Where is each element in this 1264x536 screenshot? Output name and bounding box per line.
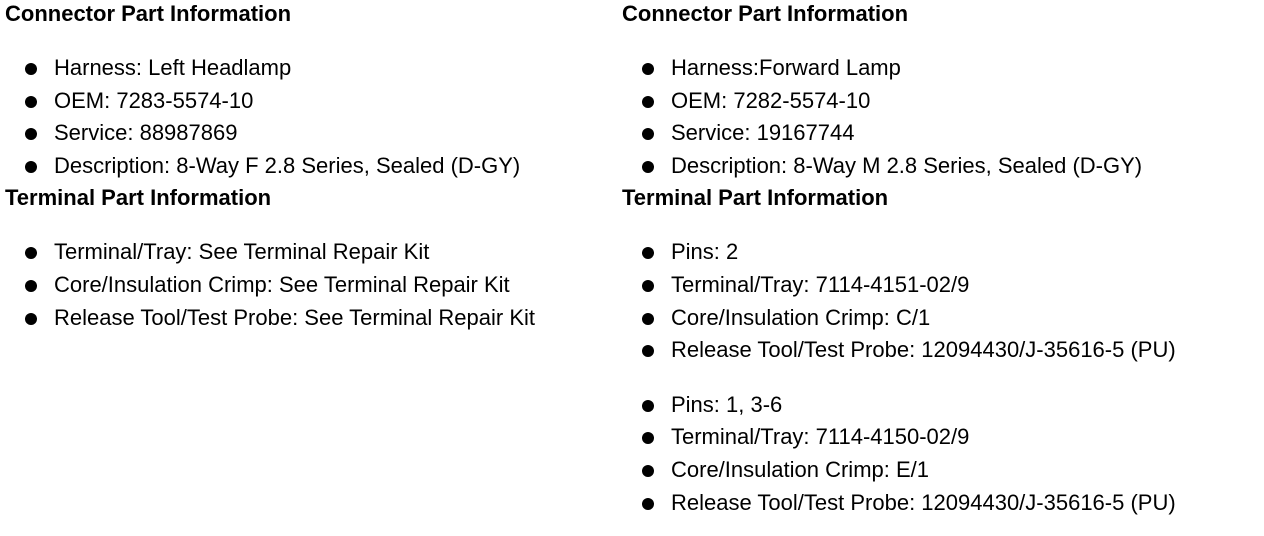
list-item <box>622 334 1262 367</box>
list-item-text: Description: 8-Way M 2.8 Series, Sealed (D-GY) <box>671 152 1143 178</box>
connector-part-list <box>622 52 1262 182</box>
list-item <box>5 302 615 335</box>
bullet-icon <box>25 161 37 173</box>
bullet-icon <box>25 313 37 325</box>
list-item-text: Terminal/Tray: See Terminal Repair Kit <box>54 239 430 265</box>
list-item-text: Terminal/Tray: 7114-4150-02/9 <box>671 424 970 450</box>
list-item <box>5 269 615 302</box>
left-column <box>5 0 615 334</box>
list-item-text: Release Tool/Test Probe: 12094430/J-35616-5 (PU) <box>671 489 1176 515</box>
list-item <box>5 52 615 85</box>
bullet-icon <box>25 96 37 108</box>
list-item-text: Release Tool/Test Probe: See Terminal Repair Kit <box>54 304 535 330</box>
terminal-part-information-heading: Terminal Part Information <box>622 185 889 211</box>
list-item-text: Pins: 2 <box>671 239 739 265</box>
terminal-part-list-group-2 <box>622 389 1262 519</box>
bullet-icon <box>25 280 37 292</box>
list-item <box>5 236 615 269</box>
bullet-icon <box>642 280 654 292</box>
bullet-icon <box>642 63 654 75</box>
bullet-icon <box>642 432 654 444</box>
bullet-icon <box>642 465 654 477</box>
list-item <box>622 487 1262 520</box>
list-item-text: Core/Insulation Crimp: See Terminal Repair Kit <box>54 271 510 297</box>
list-item <box>5 117 615 150</box>
list-item <box>622 454 1262 487</box>
right-column <box>622 0 1262 519</box>
bullet-icon <box>642 313 654 325</box>
list-item-text: Harness: Left Headlamp <box>54 55 292 80</box>
list-item-text: OEM: 7283-5574-10 <box>54 87 254 113</box>
bullet-icon <box>642 128 654 140</box>
bullet-icon <box>642 247 654 259</box>
list-item <box>622 302 1262 335</box>
terminal-part-list-group-1 <box>622 236 1262 366</box>
bullet-icon <box>642 345 654 357</box>
list-item <box>622 269 1262 302</box>
connector-part-information-heading: Connector Part Information <box>5 1 292 26</box>
terminal-part-information-heading: Terminal Part Information <box>5 185 272 211</box>
list-item-text: Release Tool/Test Probe: 12094430/J-35616-5 (PU) <box>671 337 1176 363</box>
bullet-icon <box>642 498 654 510</box>
list-item <box>5 150 615 183</box>
bullet-icon <box>25 247 37 259</box>
list-item-text: Terminal/Tray: 7114-4151-02/9 <box>671 271 970 297</box>
terminal-part-list <box>5 236 615 334</box>
bullet-icon <box>25 128 37 140</box>
bullet-icon <box>642 96 654 108</box>
list-item-text: OEM: 7282-5574-10 <box>671 87 871 113</box>
list-item-text: Service: 19167744 <box>671 120 855 146</box>
list-item <box>622 52 1262 85</box>
list-item-text: Description: 8-Way F 2.8 Series, Sealed (D-GY) <box>54 152 521 178</box>
bullet-icon <box>25 63 37 75</box>
list-item-text: Core/Insulation Crimp: E/1 <box>671 456 929 482</box>
list-item-text: Harness:Forward Lamp <box>671 55 901 80</box>
connector-part-information-heading: Connector Part Information <box>622 1 909 26</box>
list-item <box>622 236 1262 269</box>
list-item <box>5 85 615 118</box>
list-item-text: Pins: 1, 3-6 <box>671 391 783 417</box>
connector-part-list <box>5 52 615 182</box>
bullet-icon <box>642 161 654 173</box>
list-item <box>622 421 1262 454</box>
list-item-text: Service: 88987869 <box>54 120 238 146</box>
list-item <box>622 85 1262 118</box>
list-item-text: Core/Insulation Crimp: C/1 <box>671 304 931 330</box>
bullet-icon <box>642 400 654 412</box>
list-item <box>622 117 1262 150</box>
list-item <box>622 389 1262 422</box>
list-item <box>622 150 1262 183</box>
